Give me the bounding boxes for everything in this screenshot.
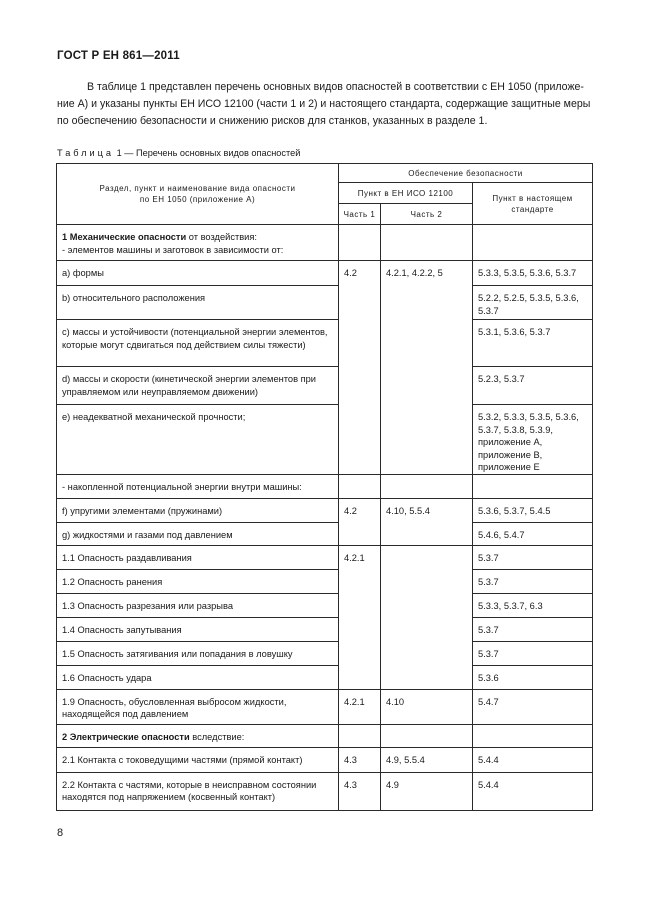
- row-standard: [473, 724, 593, 747]
- row-title: c) массы и устойчивости (потенциальной энергии элементов, которые могут сдвигаться под действием силы тяжести): [57, 320, 339, 367]
- row-part1: 4.3: [339, 772, 381, 810]
- document-header: ГОСТ Р ЕН 861—2011: [57, 50, 180, 62]
- row-standard: 5.2.2, 5.2.5, 5.3.5, 5.3.6, 5.3.7: [473, 286, 593, 320]
- row-standard: [473, 225, 593, 261]
- table-row: [57, 724, 593, 747]
- intro-paragraph: [57, 79, 591, 130]
- header-safety: Обеспечение безопасности: [339, 164, 593, 183]
- row-part2: [381, 474, 473, 498]
- row-title: 1.4 Опасность запутывания: [57, 617, 339, 641]
- row-standard: [473, 474, 593, 498]
- row-standard: 5.3.3, 5.3.5, 5.3.6, 5.3.7: [473, 261, 593, 286]
- table-row: [57, 286, 593, 320]
- row-title: 1.2 Опасность ранения: [57, 569, 339, 593]
- row-part1: 4.2: [339, 498, 381, 545]
- row-title: е) неадекватной механической прочности;: [57, 405, 339, 475]
- page-number: 8: [57, 827, 64, 839]
- table-row: [57, 545, 593, 569]
- row-part2: 4.9, 5.5.4: [381, 747, 473, 772]
- row-title: b) относительного расположения: [57, 286, 339, 320]
- table-row: [57, 225, 593, 261]
- row-part2: 4.9: [381, 772, 473, 810]
- row-title: 1.9 Опасность, обусловленная выбросом жидкости, находящейся под давлением: [57, 689, 339, 724]
- row-title: - накопленной потенциальной энергии внутри машины:: [57, 474, 339, 498]
- row-part2: 4.2.1, 4.2.2, 5: [381, 261, 473, 475]
- row-standard: 5.3.7: [473, 569, 593, 593]
- table-row: [57, 320, 593, 367]
- row-standard: 5.4.4: [473, 772, 593, 810]
- row-title-bold: 1 Механические опасности: [62, 232, 187, 242]
- table-row: [57, 367, 593, 405]
- table-row: [57, 261, 593, 286]
- table-row: [57, 593, 593, 617]
- row-title: 1.3 Опасность разрезания или разрыва: [57, 593, 339, 617]
- table-caption-text: 1 — Перечень основных видов опасностей: [114, 148, 301, 158]
- row-part1: [339, 724, 381, 747]
- hazards-table: [56, 163, 593, 811]
- header-this-standard: Пункт в настоящем стандарте: [473, 183, 593, 225]
- row-title: d) массы и скорости (кинетической энергии элементов при управляемом или неуправляемом движении): [57, 367, 339, 405]
- row-standard: 5.3.3, 5.3.7, 6.3: [473, 593, 593, 617]
- row-title-text: от воздействия:: [186, 232, 257, 242]
- row-standard: 5.3.7: [473, 617, 593, 641]
- row-part2: 4.10, 5.5.4: [381, 498, 473, 545]
- table-caption-word: Таблица: [57, 148, 115, 158]
- table-caption: [57, 148, 300, 158]
- header-iso-clause: Пункт в ЕН ИСО 12100: [339, 183, 473, 204]
- row-standard: 5.3.6: [473, 665, 593, 689]
- table-row: [57, 522, 593, 545]
- row-title: g) жидкостями и газами под давлением: [57, 522, 339, 545]
- row-part1: 4.2: [339, 261, 381, 475]
- row-part2: 4.10: [381, 689, 473, 724]
- row-standard: 5.4.7: [473, 689, 593, 724]
- row-standard: 5.3.7: [473, 641, 593, 665]
- row-standard: 5.3.6, 5.3.7, 5.4.5: [473, 498, 593, 522]
- row-title: [57, 724, 339, 747]
- row-title: f) упругими элементами (пружинами): [57, 498, 339, 522]
- row-part1: 4.2.1: [339, 545, 381, 689]
- row-standard: 5.2.3, 5.3.7: [473, 367, 593, 405]
- row-title: 2.1 Контакта с токоведущими частями (прямой контакт): [57, 747, 339, 772]
- row-standard: 5.3.2, 5.3.3, 5.3.5, 5.3.6, 5.3.7, 5.3.8, 5.3.9, приложение А, приложение В, приложение Е: [473, 405, 593, 475]
- table-row: [57, 617, 593, 641]
- row-part2: [381, 724, 473, 747]
- header-part2: Часть 2: [381, 204, 473, 225]
- row-title-line2: - элементов машины и заготовок в зависимости от:: [62, 244, 284, 255]
- row-part1: 4.2.1: [339, 689, 381, 724]
- row-standard: 5.4.6, 5.4.7: [473, 522, 593, 545]
- intro-line: В таблице 1 представлен перечень основных видов опасностей в соответствии с ЕН 1050 (приложе-: [87, 81, 584, 93]
- table-row: [57, 689, 593, 724]
- row-title: 1.6 Опасность удара: [57, 665, 339, 689]
- row-part2: [381, 225, 473, 261]
- row-part1: 4.3: [339, 747, 381, 772]
- table-row: [57, 569, 593, 593]
- row-title-bold: 2 Электрические опасности: [62, 731, 190, 742]
- table-row: [57, 641, 593, 665]
- header-section: Раздел, пункт и наименование вида опасности по ЕН 1050 (приложение А): [57, 164, 339, 225]
- intro-line: ние А) и указаны пункты ЕН ИСО 12100 (части 1 и 2) и настоящего стандарта, содержащие защитные меры: [57, 98, 591, 110]
- table-row: [57, 772, 593, 810]
- row-title: а) формы: [57, 261, 339, 286]
- row-title: [57, 225, 339, 261]
- table-row: [57, 498, 593, 522]
- row-part2: [381, 545, 473, 689]
- row-title-text: вследствие:: [189, 731, 245, 742]
- table-row: [57, 405, 593, 475]
- row-title: 2.2 Контакта с частями, которые в неисправном состоянии находятся под напряжением (косвенный контакт): [57, 772, 339, 810]
- row-standard: 5.3.1, 5.3.6, 5.3.7: [473, 320, 593, 367]
- table-row: [57, 747, 593, 772]
- header-part1: Часть 1: [339, 204, 381, 225]
- table-row: [57, 474, 593, 498]
- table-row: [57, 665, 593, 689]
- row-part1: [339, 474, 381, 498]
- intro-line: по обеспечению безопасности и снижению рисков для станков, указанных в разделе 1.: [57, 115, 488, 127]
- row-title: 1.5 Опасность затягивания или попадания в ловушку: [57, 641, 339, 665]
- row-standard: 5.3.7: [473, 545, 593, 569]
- row-title: 1.1 Опасность раздавливания: [57, 545, 339, 569]
- row-part1: [339, 225, 381, 261]
- row-standard: 5.4.4: [473, 747, 593, 772]
